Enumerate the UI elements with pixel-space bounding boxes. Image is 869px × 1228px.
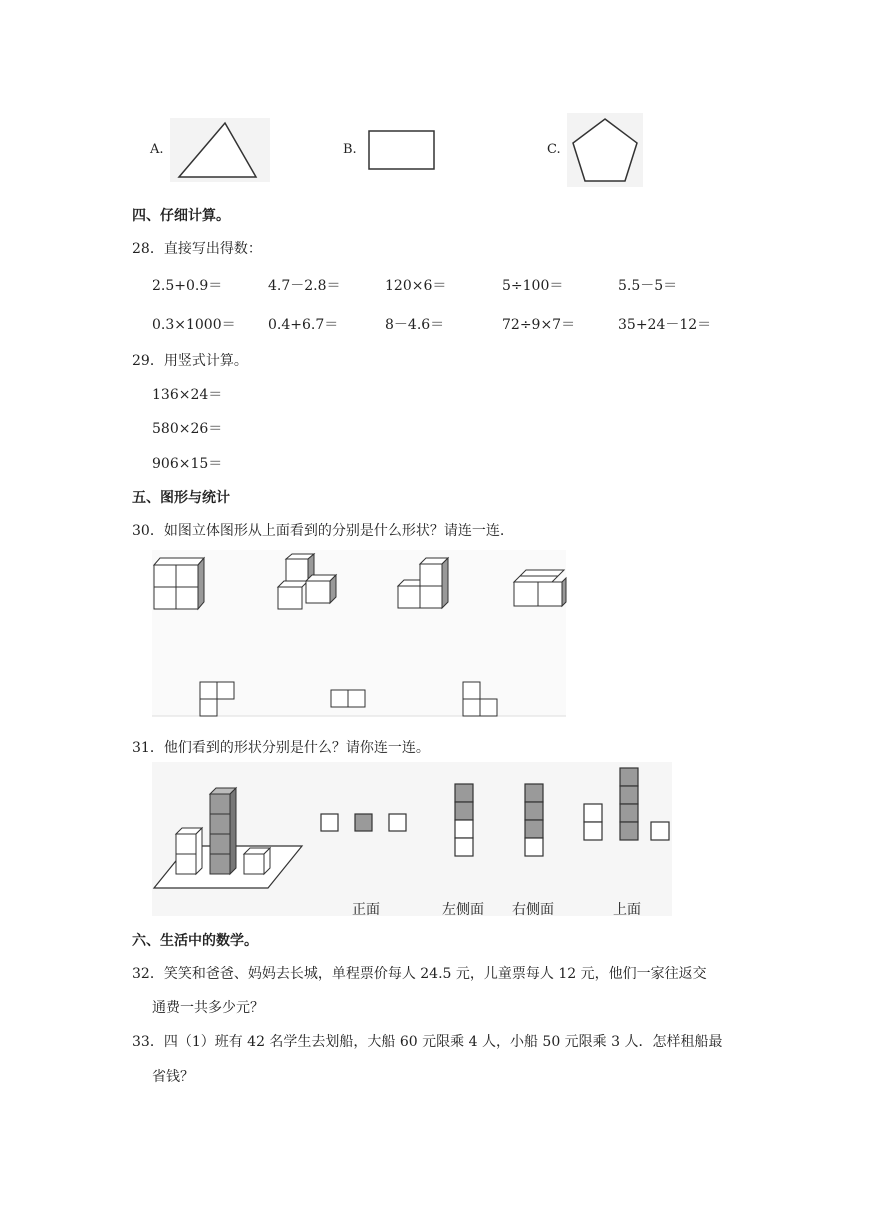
q30-cube-figure <box>152 550 566 718</box>
calc-item: 0.4+6.7＝ <box>268 317 339 333</box>
q33-line1: 33．四（1）班有 42 名学生去划船，大船 60 元限乘 4 人，小船 50 元限乘 3 人．怎样租船最 <box>132 1034 723 1050</box>
view-label-top: 上面 <box>613 902 641 918</box>
rectangle-shape <box>368 130 436 170</box>
q29-label: 29．用竖式计算。 <box>132 353 248 369</box>
q32-line2: 通费一共多少元？ <box>152 1000 264 1016</box>
view-label-left: 左侧面 <box>442 902 484 918</box>
pentagon-shape <box>567 113 643 187</box>
option-b-label: B. <box>343 142 357 157</box>
calc-item: 120×6＝ <box>385 278 447 294</box>
view-label-front: 正面 <box>352 902 380 918</box>
triangle-shape <box>170 118 270 182</box>
vertical-calc-item: 136×24＝ <box>152 387 223 403</box>
q28-label: 28．直接写出得数： <box>132 241 262 257</box>
section-4-title: 四、仔细计算。 <box>132 208 230 224</box>
vertical-calc-item: 906×15＝ <box>152 456 223 472</box>
option-a-label: A. <box>150 142 164 157</box>
calc-item: 2.5+0.9＝ <box>152 278 223 294</box>
q33-line2: 省钱？ <box>152 1069 194 1085</box>
calc-item: 8－4.6＝ <box>385 317 445 333</box>
view-label-right: 右侧面 <box>512 902 554 918</box>
q32-line1: 32．笑笑和爸爸、妈妈去长城，单程票价每人 24.5 元，儿童票每人 12 元，他们一家往返交 <box>132 966 707 982</box>
section-6-title: 六、生活中的数学。 <box>132 933 258 949</box>
calc-item: 35+24－12＝ <box>618 317 712 333</box>
calc-item: 5.5－5＝ <box>618 278 678 294</box>
vertical-calc-item: 580×26＝ <box>152 421 223 437</box>
q30-label: 30．如图立体图形从上面看到的分别是什么形状？请连一连. <box>132 523 505 539</box>
option-c-label: C. <box>547 142 561 157</box>
calc-item: 72÷9×7＝ <box>502 317 576 333</box>
calc-item: 0.3×1000＝ <box>152 317 236 333</box>
section-5-title: 五、图形与统计 <box>132 490 230 506</box>
calc-item: 4.7－2.8＝ <box>268 278 341 294</box>
calc-item: 5÷100＝ <box>502 278 564 294</box>
q31-cube-figure <box>152 762 672 918</box>
q31-label: 31．他们看到的形状分别是什么？请你连一连。 <box>132 740 430 756</box>
